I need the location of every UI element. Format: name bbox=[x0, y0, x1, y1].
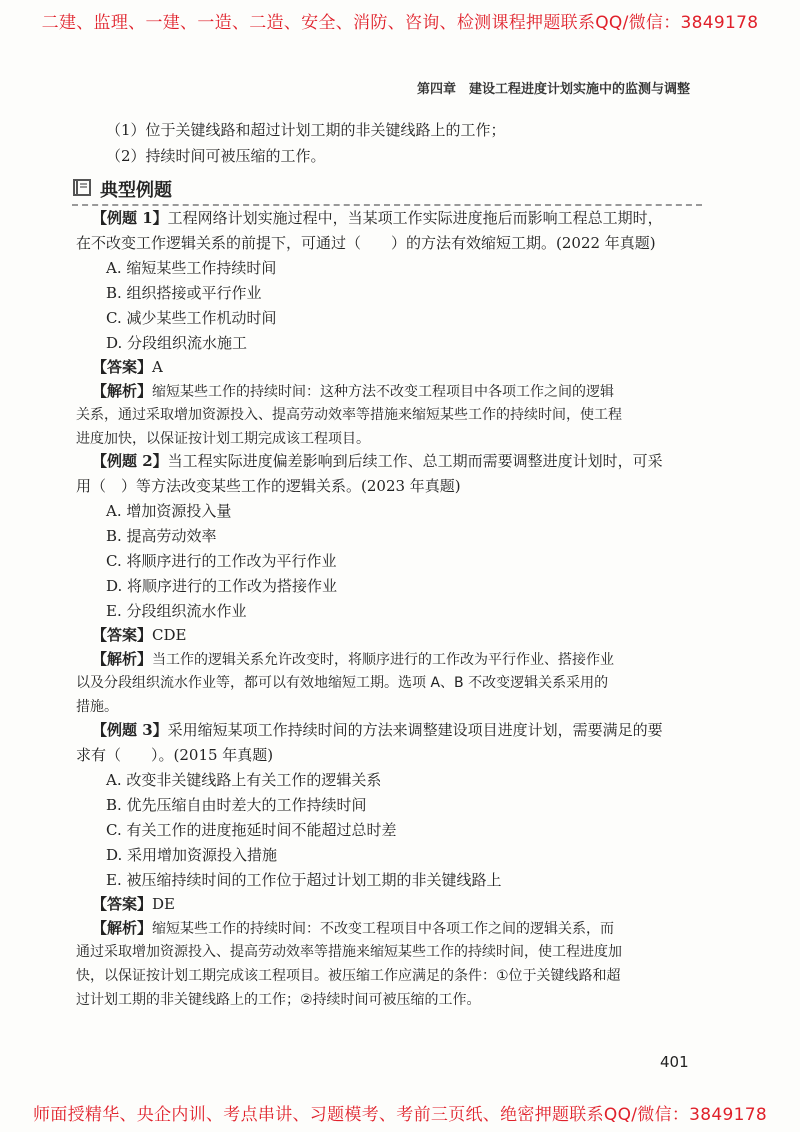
example2-option-e: E. 分段组织流水作业 bbox=[106, 602, 247, 620]
example3-option-e: E. 被压缩持续时间的工作位于超过计划工期的非关键线路上 bbox=[106, 871, 502, 889]
example1-option-d: D. 分段组织流水施工 bbox=[106, 334, 248, 352]
example3-question-line1 bbox=[92, 718, 663, 742]
example1-question-line1 bbox=[92, 206, 663, 230]
analysis-text: 当工作的逻辑关系允许改变时，将顺序进行的工作改为平行作业、搭接作业 bbox=[152, 652, 615, 668]
example3-question-line2: 求有（ ）。(2015 年真题) bbox=[76, 746, 274, 764]
bottom-contact-banner: 师面授精华、央企内训、考点串讲、习题模考、考前三页纸、绝密押题联系QQ/微信：3849178 bbox=[33, 1105, 767, 1125]
section-title: 典型例题 bbox=[100, 180, 172, 201]
example1-analysis-line3: 进度加快，以保证按计划工期完成该工程项目。 bbox=[76, 431, 370, 447]
analysis-tag: 【解析】 bbox=[92, 650, 153, 668]
intro-item-1: （1）位于关键线路和超过计划工期的非关键线路上的工作； bbox=[106, 121, 506, 139]
example3-answer bbox=[92, 892, 175, 916]
example1-text1: 工程网络计划实施过程中，当某项工作实际进度拖后而影响工程总工期时， bbox=[167, 209, 663, 227]
answer-value: A bbox=[152, 358, 163, 376]
example1-analysis-line2: 关系，通过采取增加资源投入、提高劳动效率等措施来缩短某些工作的持续时间，使工程 bbox=[76, 407, 622, 423]
example3-analysis-line4: 过计划工期的非关键线路上的工作；②持续时间可被压缩的工作。 bbox=[76, 992, 481, 1008]
example3-analysis-line3: 快，以保证按计划工期完成该工程项目。被压缩工作应满足的条件：①位于关键线路和超 bbox=[76, 968, 621, 984]
example2-analysis-line1 bbox=[92, 647, 614, 672]
example2-option-c: C. 将顺序进行的工作改为平行作业 bbox=[106, 552, 337, 570]
example3-option-a: A. 改变非关键线路上有关工作的逻辑关系 bbox=[106, 771, 382, 789]
example2-option-b: B. 提高劳动效率 bbox=[106, 527, 217, 545]
answer-tag: 【答案】 bbox=[92, 626, 153, 644]
example2-answer bbox=[92, 623, 186, 647]
example1-option-c: C. 减少某些工作机动时间 bbox=[106, 309, 277, 327]
top-contact-banner: 二建、监理、一建、一造、二造、安全、消防、咨询、检测课程押题联系QQ/微信：3849178 bbox=[41, 13, 759, 33]
example3-option-d: D. 采用增加资源投入措施 bbox=[106, 846, 278, 864]
book-icon bbox=[72, 176, 94, 198]
example2-text1: 当工程实际进度偏差影响到后续工作、总工期而需要调整进度计划时，可采 bbox=[167, 452, 663, 470]
example3-text1: 采用缩短某项工作持续时间的方法来调整建设项目进度计划，需要满足的要 bbox=[167, 721, 663, 739]
example1-option-b: B. 组织搭接或平行作业 bbox=[106, 284, 262, 302]
example1-answer bbox=[92, 355, 163, 379]
example2-analysis-line3: 措施。 bbox=[76, 699, 118, 715]
example2-analysis-line2: 以及分段组织流水作业等，都可以有效地缩短工期。选项 A、B 不改变逻辑关系采用的 bbox=[76, 675, 609, 691]
example3-option-c: C. 有关工作的进度拖延时间不能超过总时差 bbox=[106, 821, 397, 839]
chapter-header: 第四章 建设工程进度计划实施中的监测与调整 bbox=[416, 82, 690, 97]
example2-option-a: A. 增加资源投入量 bbox=[106, 502, 232, 520]
answer-value: DE bbox=[152, 895, 175, 913]
example3-option-b: B. 优先压缩自由时差大的工作持续时间 bbox=[106, 796, 367, 814]
analysis-text: 缩短某些工作的持续时间：这种方法不改变工程项目中各项工作之间的逻辑 bbox=[152, 384, 615, 400]
example1-tag: 【例题 1】 bbox=[92, 209, 168, 227]
intro-item-2: （2）持续时间可被压缩的工作。 bbox=[106, 147, 326, 165]
answer-value: CDE bbox=[152, 626, 187, 644]
analysis-tag: 【解析】 bbox=[92, 382, 153, 400]
example2-tag: 【例题 2】 bbox=[92, 452, 168, 470]
example2-question-line1 bbox=[92, 449, 663, 473]
page-number: 401 bbox=[660, 1053, 689, 1071]
example3-analysis-line2: 通过采取增加资源投入、提高劳动效率等措施来缩短某些工作的持续时间，使工程进度加 bbox=[76, 944, 622, 960]
example2-option-d: D. 将顺序进行的工作改为搭接作业 bbox=[106, 577, 338, 595]
analysis-tag: 【解析】 bbox=[92, 919, 153, 937]
analysis-text: 缩短某些工作的持续时间：不改变工程项目中各项工作之间的逻辑关系，而 bbox=[152, 921, 615, 937]
answer-tag: 【答案】 bbox=[92, 358, 153, 376]
example3-tag: 【例题 3】 bbox=[92, 721, 168, 739]
example1-question-line2: 在不改变工作逻辑关系的前提下，可通过（ ）的方法有效缩短工期。(2022 年真题) bbox=[76, 234, 656, 252]
answer-tag: 【答案】 bbox=[92, 895, 153, 913]
example1-analysis-line1 bbox=[92, 379, 614, 404]
example3-analysis-line1 bbox=[92, 916, 614, 941]
example1-option-a: A. 缩短某些工作持续时间 bbox=[106, 259, 277, 277]
example2-question-line2: 用（ ）等方法改变某些工作的逻辑关系。(2023 年真题) bbox=[76, 477, 461, 495]
section-heading bbox=[72, 174, 702, 206]
